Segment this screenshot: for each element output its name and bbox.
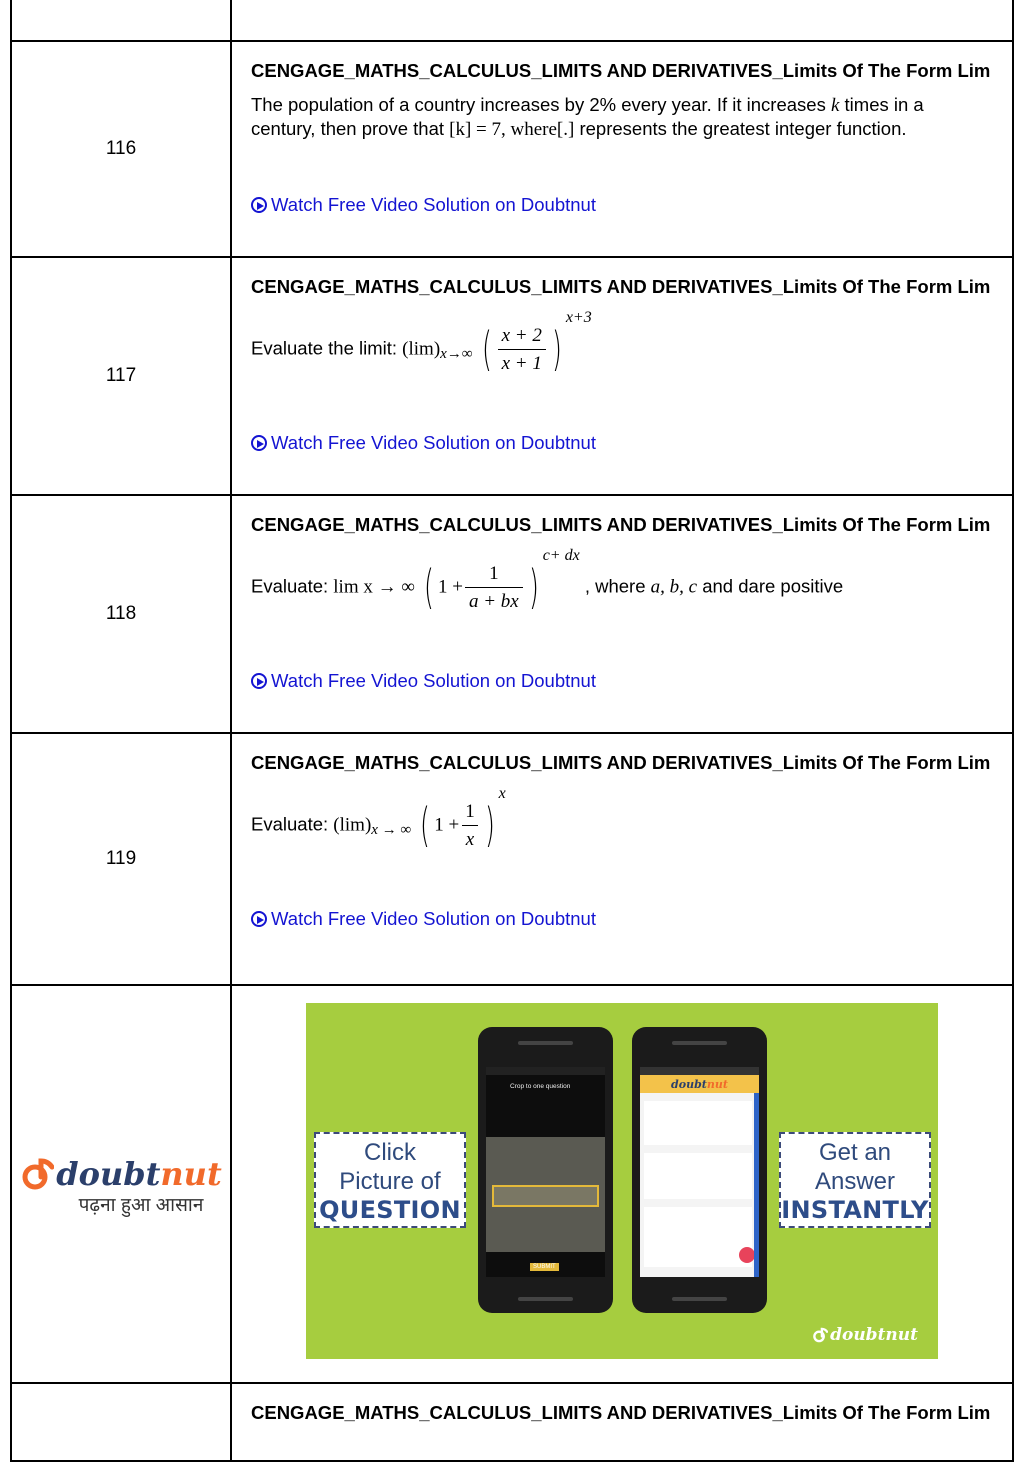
callout-line: Click [364, 1139, 416, 1166]
question-text-part: times in a century, then prove that [251, 94, 924, 139]
math-term: 1 + [438, 576, 463, 598]
question-text [251, 547, 992, 614]
fraction-denominator: a + bx [465, 587, 523, 613]
doubtnut-logo [20, 1155, 221, 1193]
right-paren: ) [551, 322, 562, 376]
question-prefix: Evaluate: [251, 575, 334, 597]
answer-card [644, 1153, 752, 1199]
math-var: k [830, 95, 840, 116]
question-number [12, 1384, 232, 1460]
callout-line: Answer [814, 1168, 896, 1195]
scrollbar [754, 1093, 759, 1277]
brand-tagline: पढ़ना हुआ आसान [78, 1195, 204, 1216]
question-text [251, 93, 992, 141]
ad-cell [232, 986, 1012, 1382]
answer-card [644, 1207, 752, 1267]
question-number: 118 [12, 496, 232, 732]
table-row [10, 256, 1014, 496]
question-tag: CENGAGE_MATHS_CALCULUS_LIMITS AND DERIVATIVES_Limits Of The Form Lim [251, 514, 991, 535]
math-subscript: x→∞ [440, 346, 473, 363]
row-number-cell [12, 0, 232, 40]
question-tag: CENGAGE_MATHS_CALCULUS_LIMITS AND DERIVATIVES_Limits Of The Form Lim [251, 752, 991, 773]
logo-wordmark: doubtnut [56, 1155, 222, 1193]
phone-home-bar [518, 1297, 573, 1301]
math-fraction [461, 800, 479, 851]
row-content-cell [232, 0, 1012, 40]
callout-line: Picture of [339, 1168, 441, 1195]
question-content [232, 258, 1012, 494]
question-prefix: Evaluate the limit: [251, 337, 403, 359]
question-text-part: represents the greatest integer function. [574, 118, 907, 139]
callout-line: Get an [818, 1139, 892, 1166]
phone-speaker [518, 1041, 573, 1045]
doubtnut-logo-mark [812, 1327, 828, 1343]
play-icon [251, 673, 267, 689]
math-fraction [498, 324, 546, 375]
link-label: Watch Free Video Solution on Doubtnut [271, 432, 596, 453]
watch-video-link[interactable] [251, 194, 596, 216]
callout-line-bold: QUESTION [319, 1196, 461, 1224]
question-content [232, 734, 1012, 984]
photo-preview [486, 1137, 605, 1252]
phone-screen [640, 1067, 759, 1277]
play-icon [251, 911, 267, 927]
phone-answer [632, 1027, 767, 1313]
phone-speaker [672, 1041, 727, 1045]
callout-click-question [314, 1132, 466, 1228]
fraction-numerator: 1 [489, 563, 499, 584]
math-fraction [465, 562, 523, 613]
ad-row [10, 984, 1014, 1384]
fab-button [739, 1247, 755, 1263]
callout-get-answer [779, 1132, 931, 1228]
question-number: 119 [12, 734, 232, 984]
link-label: Watch Free Video Solution on Doubtnut [271, 194, 596, 215]
math-exponent: x [498, 785, 506, 802]
math-exponent: c+ dx [542, 547, 580, 564]
callout-line-bold: INSTANTLY [781, 1196, 929, 1224]
question-text [251, 309, 992, 376]
brand-cell [12, 986, 232, 1382]
left-paren: ( [481, 322, 492, 376]
math-subscript: x → ∞ [371, 822, 412, 839]
crop-box [492, 1185, 599, 1207]
math-lim: lim x → ∞ [333, 576, 415, 598]
math-lim: (lim) [333, 814, 372, 836]
corner-logo [812, 1325, 918, 1345]
table-row [10, 732, 1014, 986]
math-var: a, b, c [650, 576, 698, 598]
doubtnut-logo-mark [20, 1157, 54, 1191]
question-tag: CENGAGE_MATHS_CALCULUS_LIMITS AND DERIVATIVES_Limits Of The Form Lim [251, 60, 991, 81]
table-row [10, 494, 1014, 734]
answer-card [644, 1101, 752, 1145]
table-row [10, 1382, 1014, 1462]
fraction-denominator: x + 1 [498, 349, 546, 375]
question-content [232, 42, 1012, 256]
status-bar [640, 1067, 759, 1075]
question-prefix: Evaluate: [251, 813, 334, 835]
phone-camera [478, 1027, 613, 1313]
table-row-partial-top [10, 0, 1014, 42]
fraction-numerator: 1 [465, 801, 475, 822]
link-label: Watch Free Video Solution on Doubtnut [271, 908, 596, 929]
watch-video-link[interactable] [251, 432, 596, 454]
question-text-part: The population of a country increases by 2% every year. If it increases [251, 94, 831, 115]
table-row [10, 40, 1014, 258]
link-label: Watch Free Video Solution on Doubtnut [271, 670, 596, 691]
fraction-numerator: x + 2 [501, 325, 542, 346]
math-expression: [k] = 7, where[.] [449, 119, 575, 140]
right-paren: ) [528, 560, 539, 614]
watch-video-link[interactable] [251, 908, 596, 930]
question-suffix: and dare positive [697, 575, 844, 597]
math-exponent: x+3 [565, 309, 592, 326]
phone-caption: Crop to one question [510, 1083, 571, 1090]
left-paren: ( [424, 560, 434, 614]
app-logo: doubtnut [671, 1078, 728, 1091]
left-paren: ( [420, 798, 431, 852]
question-number: 117 [12, 258, 232, 494]
play-icon [251, 435, 267, 451]
status-bar [486, 1067, 605, 1075]
corner-logo-text: doubtnut [830, 1325, 918, 1345]
question-content [232, 1384, 1012, 1460]
phone-screen [486, 1067, 605, 1277]
math-term: 1 + [434, 814, 460, 836]
play-icon [251, 197, 267, 213]
question-tag: CENGAGE_MATHS_CALCULUS_LIMITS AND DERIVATIVES_Limits Of The Form Lim [251, 1402, 991, 1423]
question-suffix: , where [584, 575, 651, 597]
question-number: 116 [12, 42, 232, 256]
question-text [251, 785, 992, 852]
question-content [232, 496, 1012, 732]
fraction-denominator: x [462, 825, 478, 851]
right-paren: ) [484, 798, 495, 852]
math-lim: (lim) [402, 338, 441, 360]
app-header [640, 1075, 759, 1093]
submit-button: SUBMIT [530, 1263, 559, 1271]
watch-video-link[interactable] [251, 670, 596, 692]
phone-home-bar [672, 1297, 727, 1301]
question-tag: CENGAGE_MATHS_CALCULUS_LIMITS AND DERIVATIVES_Limits Of The Form Lim [251, 276, 991, 297]
ad-banner[interactable] [306, 1003, 938, 1359]
